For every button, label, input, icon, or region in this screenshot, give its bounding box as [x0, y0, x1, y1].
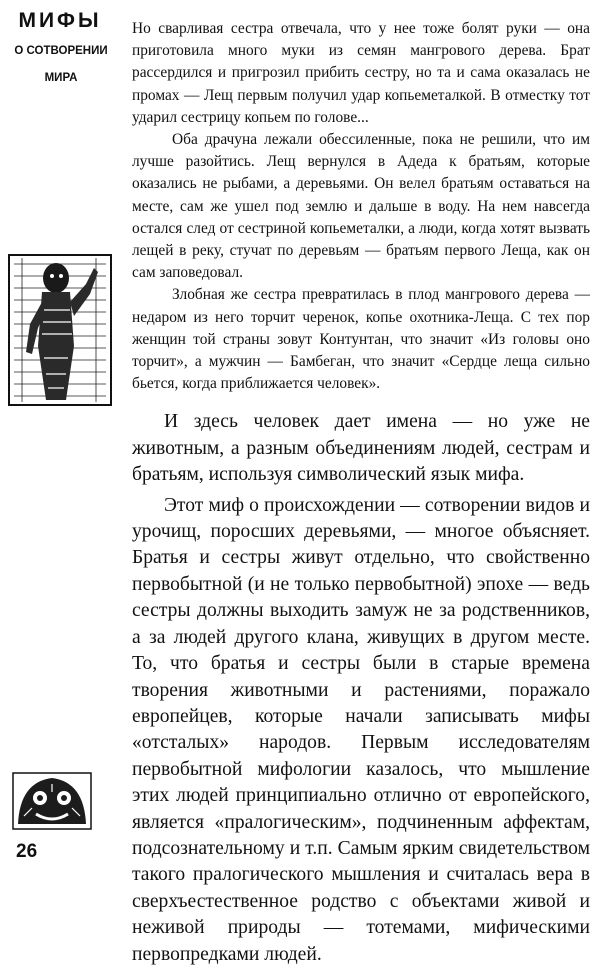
- essay-paragraph: Этот миф о происхождении — сотворении видов и урочищ, поросших деревьями, — многое объясняет. Братья и сестры живут отдельно, что свойственно первобытной (и не только первобытной) эпохе — ведь сестры должны выходить замуж не за родственников, а за людей другого клана, живущих в другом месте. То, что братья и сестры были в старые времена творения животными и растениями, поражало европейцев, которые начали записывать мифы «отсталых» народов. Первым исследователям первобытной мифологии казалось, что мышление этих людей принципиально отлично от европейского, является «пралогическим», подчиненным аффектам, подсознательному и т.п. Самым ярким свидетельством такого пралогического мышления и считалась вера в сверхъестественное родство с объектами живой и неживой природы — тотемами, мифическими первопредками людей.: [132, 494, 590, 965]
- running-header-title: МИФЫ: [18, 9, 102, 32]
- running-header-subtitle-line1: О СОТВОРЕНИИ: [14, 45, 108, 57]
- main-text: [132, 18, 590, 968]
- ornament-mask-illustration: [12, 772, 92, 830]
- excerpt-paragraph: Но сварливая сестра отвечала, что у нее тоже болят руки — она приготовила много муки из семян мангрового дерева. Брат рассердился и пригрозил прибить сестру, но та и сама оказалась не промах — Лещ первым получил удар копьеметалкой. В отместку тот ударил сестрицу копьем по голове...: [132, 20, 590, 126]
- running-header-subtitle: [6, 38, 116, 92]
- excerpt-paragraph: Злобная же сестра превратилась в плод мангрового дерева — недаром из него торчит черенок, копье охотника-Леща. С тех пор женщин той страны зовут Контунтан, что значит «Из головы оно торчит», а мужчин — Бамбеган, что значит «Сердце леща сильно бьется, когда приближается человек».: [132, 286, 590, 393]
- myth-excerpt: [132, 18, 590, 395]
- excerpt-paragraph: Оба драчуна лежали обессиленные, пока не решили, что им лучше разойтись. Лещ вернулся в Адеда к братьям, которые оказались не рыбами, а деревьями. Он велел братьям оставаться на месте, сам же ушел под землю и дальше в воду. На нем навсегда остался след от сестриной копьеметалки, а люди, когда хотят вызвать лещей в реку, стучат по деревьям — братьям первого Леща, как он сам заповедовал.: [132, 131, 590, 282]
- sidebar: [0, 0, 120, 872]
- running-header-subtitle-line2: МИРА: [44, 72, 78, 84]
- ancestor-figure-illustration: [8, 254, 112, 406]
- essay-paragraph: И здесь человек дает имена — но уже не животным, а разным объединениям людей, сестрам и братьям, используя символический язык мифа.: [132, 411, 590, 486]
- page-number: 26: [16, 841, 38, 862]
- essay-text: [132, 409, 590, 968]
